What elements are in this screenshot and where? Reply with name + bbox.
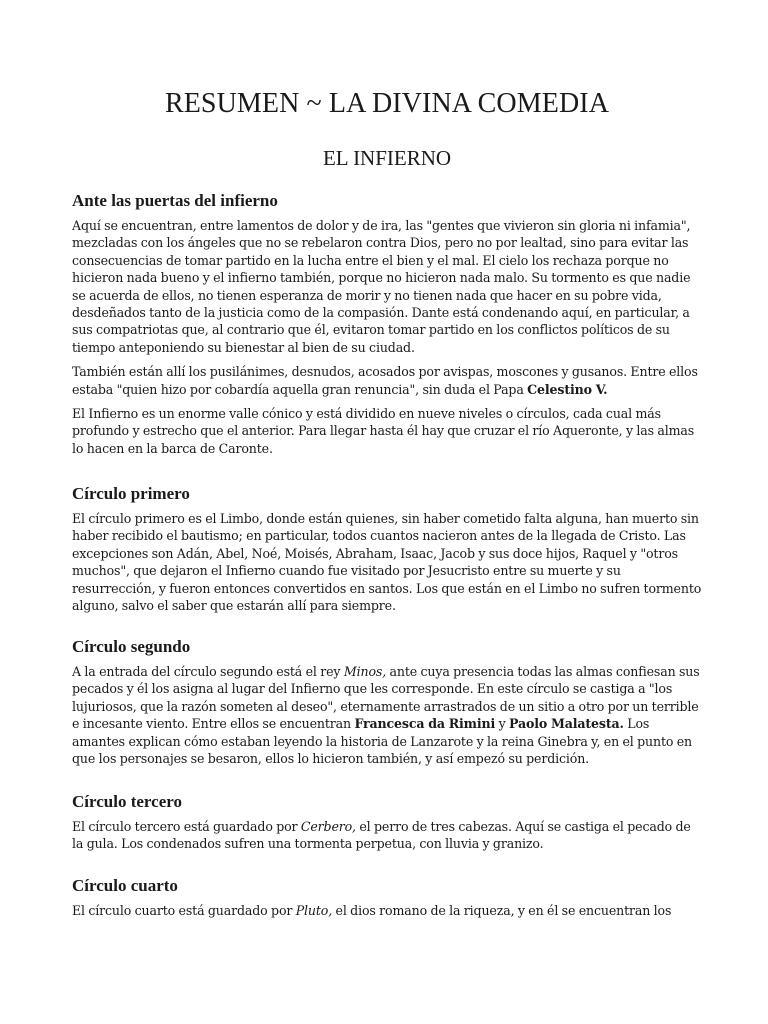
section-circulo-tercero xyxy=(72,791,702,860)
section-heading: Círculo primero xyxy=(72,484,190,503)
italic-name: Minos, xyxy=(343,664,387,679)
paragraph-text: ante cuya presencia todas las almas confiesan sus pecados y él los asigna al lugar del Infierno que les corresponde. En este círculo se castiga a "los lujuriosos, que la razón someten al deseo", eternamente arrastrados de un sitio a otro por un terrible e incesante viento. Entre ellos se encuentran xyxy=(72,664,700,732)
section-heading: Círculo cuarto xyxy=(72,876,178,895)
paragraph-text: A la entrada del círculo segundo está el rey xyxy=(72,664,344,679)
section-circulo-segundo xyxy=(72,636,702,774)
section-circulo-cuarto xyxy=(72,875,702,926)
paragraph xyxy=(72,902,702,919)
paragraph xyxy=(72,818,702,853)
bold-name: Celestino V. xyxy=(527,381,608,397)
section-heading: Círculo segundo xyxy=(72,637,191,656)
italic-name: Cerbero, xyxy=(300,819,356,834)
paragraph: El círculo primero es el Limbo, donde están quienes, sin haber cometido falta alguna, han muerto sin haber recibido el bautismo; en particular, todos cuantos nacieron antes de la llegada de Cristo. Las excepciones son Adán, Abel, Noé, Moisés, Abraham, Isaac, Jacob y sus doce hijos, Raquel y "otros muchos", que dejaron el Infierno cuando fue visitado por Jesucristo entre su muerte y su resurrección, y fueron entonces convertidos en santos. Los que están en el Limbo no sufren tormento alguno, salvo el saber que estarán allí para siempre. xyxy=(72,511,702,614)
section-ante-las-puertas xyxy=(72,190,702,464)
section-heading: Círculo tercero xyxy=(72,792,182,811)
page-subtitle: EL INFIERNO xyxy=(322,146,452,170)
paragraph-text: El círculo tercero está guardado por xyxy=(72,819,301,834)
paragraph xyxy=(72,663,702,767)
section-heading: Ante las puertas del infierno xyxy=(72,191,278,210)
paragraph-text: Los amantes explican cómo estaban leyendo la historia de Lanzarote y la reina Ginebra y, en el punto en que los personajes se besaron, ellos lo hicieron también, y así empezó su perdición. xyxy=(72,716,693,767)
paragraph-text: y xyxy=(495,716,509,732)
paragraph: El Infierno es un enorme valle cónico y está dividido en nueve niveles o círculos, cada cual más profundo y estrecho que el anterior. Para llegar hasta él hay que cruzar el río Aqueronte, y las almas lo hacen en la barca de Caronte. xyxy=(72,406,695,456)
paragraph: Aquí se encuentran, entre lamentos de dolor y de ira, las "gentes que vivieron sin gloria ni infamia", mezcladas con los ángeles que no se rebelaron contra Dios, pero no por lealtad, sino para evitar las consecuencias de tomar partido en la lucha entre el bien y el mal. El cielo los rechaza porque no hicieron nada bueno y el infierno también, porque no hicieron nada malo. Su tormento es que nadie se acuerda de ellos, no tienen esperanza de morir y no tienen nada que hacer en su pobre vida, desdeñados tanto de la justicia como de la compasión. Dante está condenando aquí, en particular, a sus compatriotas que, al contrario que él, evitaron tomar partido en los conflictos políticos de su tiempo anteponiendo su bienestar al bien de su ciudad. xyxy=(72,218,691,355)
page-title: RESUMEN ~ LA DIVINA COMEDIA xyxy=(164,88,610,119)
italic-name: Pluto, xyxy=(295,903,333,918)
bold-name: Francesca da Rimini xyxy=(354,716,496,732)
paragraph xyxy=(72,363,702,398)
section-circulo-primero xyxy=(72,483,702,621)
paragraph-text: El círculo cuarto está guardado por xyxy=(72,903,296,918)
bold-name: Paolo Malatesta. xyxy=(508,716,624,732)
paragraph-text: el perro de tres cabezas. Aquí se castiga el pecado de la gula. Los condenados sufren una tormenta perpetua, con lluvia y granizo. xyxy=(72,819,691,852)
paragraph-text: el dios romano de la riqueza, y en él se encuentran los xyxy=(332,903,672,918)
paragraph-text: También están allí los pusilánimes, desnudos, acosados por avispas, moscones y gusanos. Entre ellos estaba "quien hizo por cobardía aquella gran renuncia", sin duda el Papa xyxy=(72,364,698,397)
